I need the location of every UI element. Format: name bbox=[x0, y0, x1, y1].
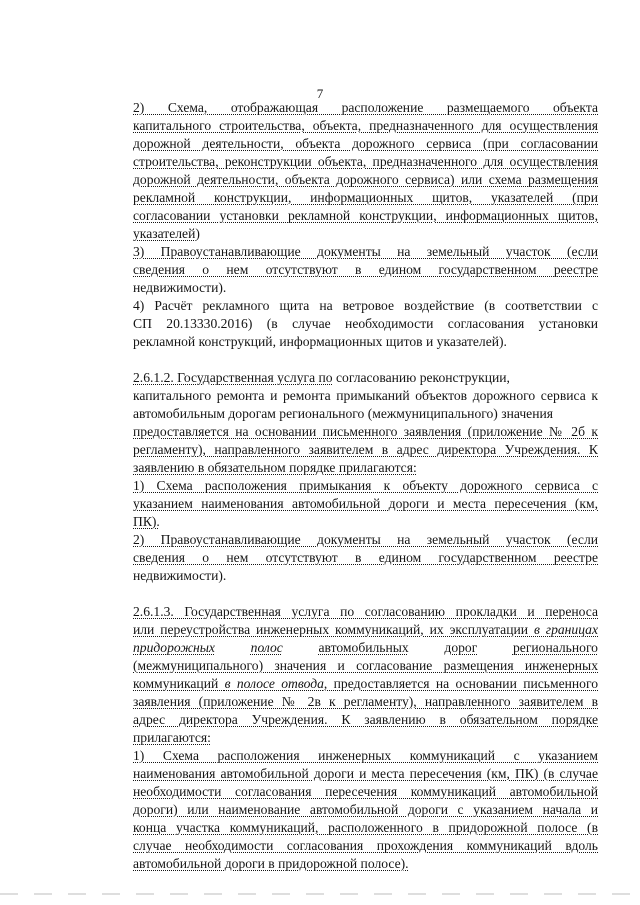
text-segment: в границах bbox=[533, 622, 598, 637]
text-segment: , предоставляется на основании письменного bbox=[323, 676, 598, 691]
text-line: строительства, реконструкции объекта, предназначенного для осуществления bbox=[133, 154, 598, 169]
text-line: рекламной конструкции, информационных щитов, указателей (при bbox=[133, 190, 598, 205]
text-line: указателей) bbox=[133, 226, 200, 241]
text-line: прилагаются: bbox=[133, 730, 211, 745]
text-line: автомобильной дороги в придорожной полосе). bbox=[133, 856, 409, 871]
text-line: согласовании установки рекламной конструкции, информационных щитов, bbox=[133, 208, 598, 223]
text-line: 1) Схема расположения примыкания к объекту дорожного сервиса с bbox=[133, 478, 598, 493]
text-line: ПК). bbox=[133, 514, 160, 529]
text-line: автомобильным дорогам регионального (межмуниципального) значения bbox=[133, 406, 554, 421]
text-line: регламенту), направленного заявителем в адрес директора Учреждения. К bbox=[133, 442, 598, 457]
text-line: конца участка коммуникаций, расположенного в придорожной полосе (в bbox=[133, 820, 598, 835]
text-line: рекламной конструкций, информационных щитов и указателей). bbox=[133, 334, 507, 349]
text-line: случае необходимости согласования прохождения коммуникаций вдоль bbox=[133, 838, 598, 853]
text-line: наименования автомобильной дороги и места пересечения (км, ПК) (в случае bbox=[133, 766, 598, 781]
text-line: недвижимости). bbox=[133, 568, 227, 583]
text-line: 2) Правоустанавливающие документы на земельный участок (если bbox=[133, 532, 598, 547]
text-line: указанием наименования автомобильной дороги и места пересечения (км, bbox=[133, 496, 598, 511]
text-segment: регионального bbox=[512, 640, 598, 655]
section-heading-2-6-1-3: 2.6.1.3. Государственная услуга по согласованию прокладки и переноса bbox=[133, 604, 598, 619]
text-line: необходимости согласования пересечения коммуникаций автомобильной bbox=[133, 784, 598, 799]
text-line: 4) Расчёт рекламного щита на ветровое воздействие (в соответствии с bbox=[133, 298, 598, 313]
text-segment: согласованию реконструкции, bbox=[332, 370, 510, 385]
text-segment: полос bbox=[250, 640, 283, 655]
text-line: сведения о нем отсутствуют в едином государственном реестре bbox=[133, 262, 598, 277]
text-segment: коммуникаций bbox=[133, 676, 225, 691]
text-line bbox=[133, 622, 598, 638]
text-line: (межмуниципального) значения и согласование размещения инженерных bbox=[133, 658, 598, 673]
text-segment: 2.6.1.2. Государственная услуга по bbox=[133, 370, 333, 385]
text-line: заявления (приложение № 2в к регламенту), направленного заявителем в bbox=[133, 694, 598, 709]
text-line: сведения о нем отсутствуют в едином государственном реестре bbox=[133, 550, 598, 565]
page-number: 7 bbox=[316, 86, 324, 101]
scan-edge-artifact bbox=[0, 893, 640, 895]
text-line: заявлению в обязательном порядке прилагаются: bbox=[133, 460, 417, 475]
text-line: дороги) или наименование автомобильной дороги с указанием начала и bbox=[133, 802, 598, 817]
text-segment: в полосе отвода bbox=[224, 676, 324, 691]
text-line: дорожной деятельности, объекта дорожного сервиса (при согласовании bbox=[133, 136, 598, 151]
text-segment: автомобильных bbox=[318, 640, 409, 655]
text-line: СП 20.13330.2016) (в случае необходимости согласования установки bbox=[133, 316, 598, 331]
text-line: адрес директора Учреждения. К заявлению в обязательном порядке bbox=[133, 712, 598, 727]
text-line: 1) Схема расположения инженерных коммуникаций с указанием bbox=[133, 748, 598, 763]
text-line: дорожной деятельности, объекта дорожного сервиса) или схема размещения bbox=[133, 172, 598, 187]
text-line bbox=[133, 676, 598, 692]
text-line: 2) Схема, отображающая расположение размещаемого объекта bbox=[133, 100, 598, 115]
text-line: капитального ремонта и ремонта примыканий объектов дорожного сервиса к bbox=[133, 388, 598, 403]
text-line: 3) Правоустанавливающие документы на земельный участок (если bbox=[133, 244, 598, 259]
text-line bbox=[133, 640, 598, 656]
section-heading-2-6-1-2 bbox=[133, 370, 510, 386]
text-segment: дорог bbox=[444, 640, 478, 655]
text-line: предоставляется на основании письменного заявления (приложение № 2б к bbox=[133, 424, 598, 439]
text-line: капитального строительства, объекта, предназначенного для осуществления bbox=[133, 118, 598, 133]
text-line: недвижимости). bbox=[133, 280, 227, 295]
text-segment: или переустройства инженерных коммуникаций, их эксплуатации bbox=[133, 622, 534, 637]
text-segment: придорожных bbox=[133, 640, 215, 655]
